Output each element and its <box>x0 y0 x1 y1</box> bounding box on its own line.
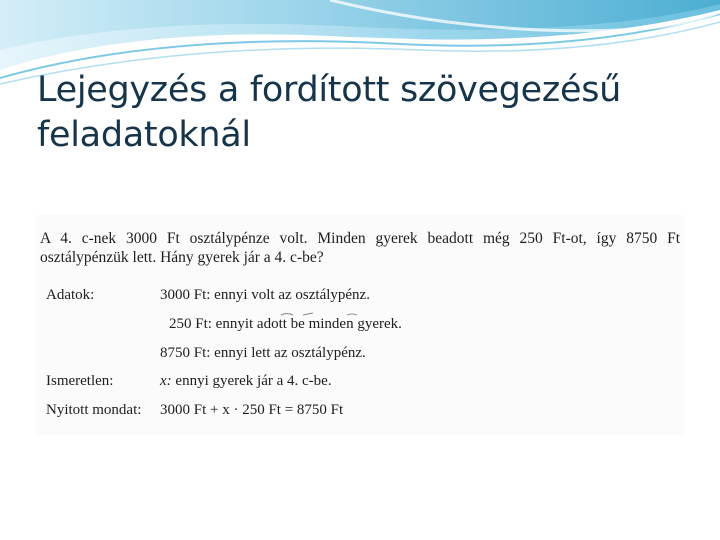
adatok-line-2: 250 Ft: ennyit adott be minden gyerek. <box>169 316 402 332</box>
slide-title: Lejegyzés a fordított szövegezésű feladatoknál <box>37 70 622 155</box>
ismeretlen-value <box>160 373 332 390</box>
ismeretlen-variable: x: <box>160 373 172 389</box>
ismeretlen-row <box>35 373 675 395</box>
adatok-row <box>35 287 675 309</box>
nyitott-mondat-equation: 3000 Ft + x · 250 Ft = 8750 Ft <box>160 402 344 418</box>
ismeretlen-text: ennyi gyerek jár a 4. c-be. <box>171 373 332 389</box>
adatok-row-3 <box>35 345 675 367</box>
ismeretlen-label: Ismeretlen: <box>46 373 114 389</box>
adatok-line-3: 8750 Ft: ennyi lett az osztálypénz. <box>160 345 366 361</box>
adatok-line-1: 3000 Ft: ennyi volt az osztálypénz. <box>160 287 370 303</box>
adatok-row-2 <box>35 316 675 338</box>
problem-statement: A 4. c-nek 3000 Ft osztálypénze volt. Minden gyerek beadott még 250 Ft-ot, így 8750 Ft osztálypénzük lett. Hány gyerek jár a 4. c-be? <box>40 230 680 266</box>
adatok-label: Adatok: <box>46 287 95 303</box>
scanned-textbook-excerpt <box>35 215 685 435</box>
nyitott-mondat-label: Nyitott mondat: <box>46 402 142 418</box>
nyitott-mondat-row <box>35 402 675 424</box>
